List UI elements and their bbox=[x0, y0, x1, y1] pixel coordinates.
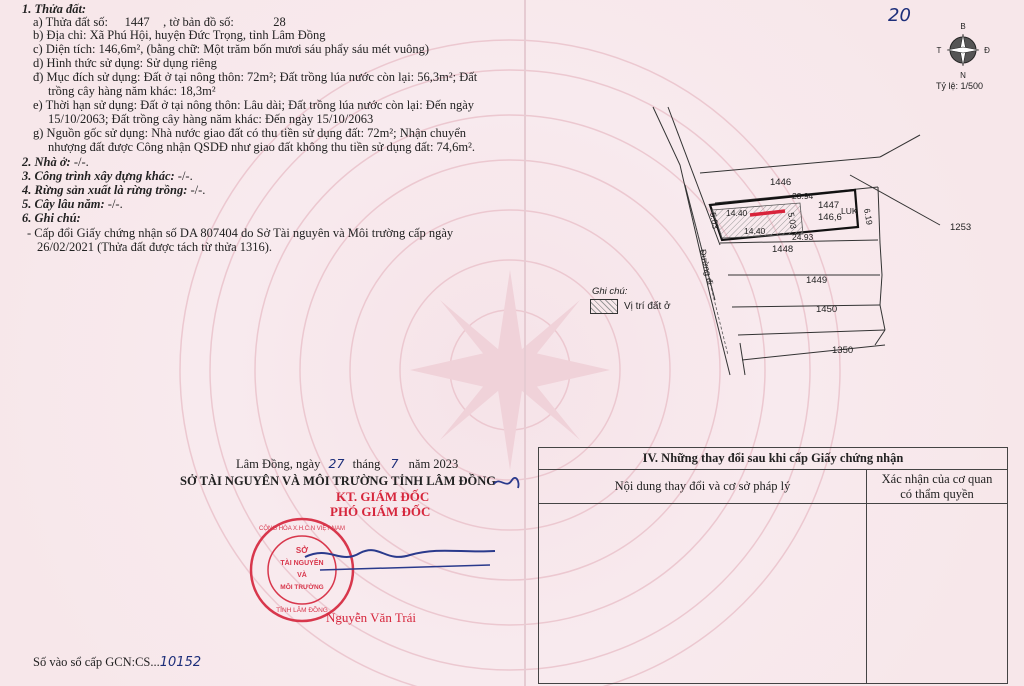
seal-center-2: TÀI NGUYÊN bbox=[280, 560, 324, 567]
origin-line-1: g) Nguồn gốc sử dụng: Nhà nước giao đất có thu tiền sử dụng đất: 72m²; Nhận chuyển bbox=[33, 126, 467, 140]
purpose-line-2: trồng cây hàng năm khác: 18,3m² bbox=[48, 84, 216, 98]
label-area: 146,6 bbox=[818, 212, 842, 223]
label-1253: 1253 bbox=[950, 222, 972, 233]
register-number-value: 10152 bbox=[159, 655, 202, 670]
label-luk: LUK bbox=[841, 206, 858, 216]
section-4: 4. Rừng sản xuất là rừng trồng: -/-. bbox=[22, 183, 206, 197]
compass-w: T bbox=[936, 46, 942, 55]
deputy-director: PHÓ GIÁM ĐỐC bbox=[330, 504, 431, 519]
issuing-agency: SỞ TÀI NGUYÊN VÀ MÔI TRƯỜNG TỈNH LÂM ĐỒNG bbox=[180, 474, 497, 488]
section-2: 2. Nhà ở: -/-. bbox=[22, 155, 89, 169]
changes-col-approval: Xác nhận của cơ quan có thẩm quyền bbox=[867, 470, 1008, 504]
section-3: 3. Công trình xây dựng khác: -/-. bbox=[22, 169, 193, 183]
dim-bottom: 24.93 bbox=[792, 232, 814, 242]
signature-scribble bbox=[300, 535, 500, 585]
map-number: 28 bbox=[273, 15, 286, 29]
dim-left: 5.03 bbox=[708, 211, 721, 230]
dim-top: 23.94 bbox=[792, 191, 814, 201]
page-number: 20 bbox=[888, 5, 911, 26]
label-1447: 1447 bbox=[818, 200, 840, 211]
changes-title: IV. Những thay đổi sau khi cấp Giấy chứng nhận bbox=[539, 448, 1008, 470]
use-form-line: d) Hình thức sử dụng: Sử dụng riêng bbox=[33, 56, 217, 70]
section-5: 5. Cây lâu năm: -/-. bbox=[22, 197, 123, 211]
scale-label: Tỷ lệ: 1/500 bbox=[936, 81, 984, 91]
parcel-number: 1447 bbox=[124, 15, 150, 29]
page-fold bbox=[524, 0, 526, 686]
label-1449: 1449 bbox=[806, 275, 828, 286]
dim-inner-bottom: 14.40 bbox=[744, 226, 766, 236]
address-line: b) Địa chỉ: Xã Phú Hội, huyện Đức Trọng, tỉnh Lâm Đồng bbox=[33, 28, 326, 42]
compass-n: B bbox=[960, 22, 966, 31]
label-1450: 1450 bbox=[816, 304, 838, 315]
parcel-line: a) Thửa đất số: 1447 , tờ bản đồ số: 28 bbox=[33, 15, 322, 29]
kt-director: KT. GIÁM ĐỐC bbox=[336, 489, 430, 504]
label-1448: 1448 bbox=[772, 244, 794, 255]
changes-col-content: Nội dung thay đổi và cơ sở pháp lý bbox=[539, 470, 867, 504]
sign-day: 27 bbox=[328, 456, 345, 471]
note-line-1: - Cấp đổi Giấy chứng nhận số DA 807404 do Sở Tài nguyên và Môi trường cấp ngày bbox=[27, 226, 454, 240]
area-line: c) Diện tích: 146,6m², (bằng chữ: Một trăm bốn mươi sáu phẩy sáu mét vuông) bbox=[33, 42, 430, 56]
seal-center-1: SỞ bbox=[295, 546, 309, 555]
signer-name: Nguyễn Văn Trái bbox=[326, 610, 417, 625]
cadastral-map bbox=[560, 95, 1020, 385]
label-1350: 1350 bbox=[832, 345, 854, 356]
compass-e: Đ bbox=[984, 46, 990, 55]
compass-icon bbox=[935, 20, 991, 80]
seal-center-4: MÔI TRƯỜNG bbox=[280, 584, 324, 591]
seal-outer: CỘNG HÒA X.H.C.N VIỆT NAM bbox=[259, 526, 345, 532]
road-label: Đường đi bbox=[698, 248, 716, 286]
legend-swatch bbox=[590, 299, 618, 314]
dim-right: 6.19 bbox=[862, 207, 875, 226]
label-1446: 1446 bbox=[770, 177, 792, 188]
seal-center-3: VÀ bbox=[297, 572, 307, 579]
note-line-2: 26/02/2021 (Thửa đất được tách từ thửa 1316). bbox=[37, 240, 273, 254]
dim-mid: 5.03 bbox=[786, 211, 799, 230]
compass-s: N bbox=[960, 71, 966, 80]
section-6: 6. Ghi chú: bbox=[22, 211, 81, 225]
section-1-heading: 1. Thửa đất: bbox=[22, 2, 87, 16]
seal-bottom: TỈNH LÂM ĐỒNG bbox=[276, 607, 328, 614]
changes-body-approval bbox=[867, 504, 1008, 684]
term-line-2: 15/10/2063; Đất trồng cây hàng năm khác: Đến ngày 15/10/2063 bbox=[48, 112, 374, 126]
legend-title: Ghi chú: bbox=[592, 286, 628, 297]
changes-table bbox=[538, 447, 1008, 684]
legend-item: Vị trí đất ở bbox=[624, 301, 671, 312]
changes-body-content bbox=[539, 504, 867, 684]
signature-tick bbox=[492, 472, 522, 494]
term-line-1: e) Thời hạn sử dụng: Đất ở tại nông thôn: Lâu dài; Đất trồng lúa nước còn lại: Đến ngày bbox=[33, 98, 475, 112]
origin-line-2: nhượng đất được Công nhận QSDĐ như giao đất không thu tiền sử dụng đất: 74,6m². bbox=[48, 140, 476, 154]
sign-date: Lâm Đồng, ngày 27 tháng 7 năm 2023 bbox=[236, 456, 459, 471]
register-number: Số vào sổ cấp GCN:CS...10152 bbox=[33, 655, 202, 670]
sign-month: 7 bbox=[390, 456, 399, 471]
purpose-line-1: đ) Mục đích sử dụng: Đất ở tại nông thôn: 72m²; Đất trồng lúa nước còn lại: 56,3m²; Đất bbox=[33, 70, 478, 84]
dim-inner-top: 14.40 bbox=[726, 208, 748, 218]
